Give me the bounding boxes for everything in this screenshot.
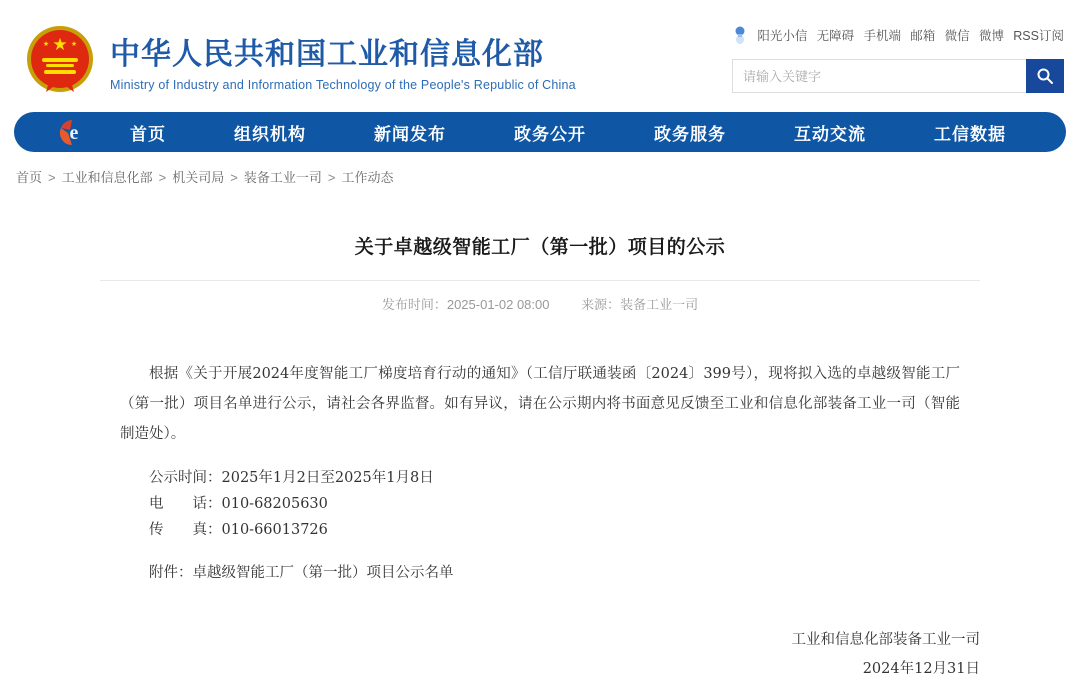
quick-link-accessibility[interactable]: 无障碍 xyxy=(816,29,855,43)
quick-link-sunshine[interactable]: 阳光小信 xyxy=(757,29,808,43)
fax-number: 传 真：010-66013726 xyxy=(149,522,328,538)
header-tools xyxy=(732,26,1064,93)
breadcrumb-work-news[interactable]: 工作动态 xyxy=(341,170,394,185)
nav-item-news[interactable]: 新闻发布 xyxy=(374,124,446,144)
site-subtitle: Ministry of Industry and Information Technology of the People's Republic of China xyxy=(110,77,576,92)
site-title: 中华人民共和国工业和信息化部 xyxy=(110,37,544,71)
signature-date: 2024年12月31日 xyxy=(862,661,980,677)
breadcrumb-separator: > xyxy=(158,170,167,185)
signature-department: 工业和信息化部装备工业一司 xyxy=(791,632,980,648)
svg-text:★: ★ xyxy=(42,41,50,48)
nav-item-home[interactable]: 首页 xyxy=(130,124,166,144)
info-lines xyxy=(120,465,960,543)
svg-text:★: ★ xyxy=(52,35,68,54)
phone-number: 电 话：010-68205630 xyxy=(149,496,328,512)
nav-item-gov-open[interactable]: 政务公开 xyxy=(514,124,586,144)
breadcrumb-miit[interactable]: 工业和信息化部 xyxy=(61,170,153,185)
site-brand xyxy=(24,24,576,96)
breadcrumb-departments[interactable]: 机关司局 xyxy=(172,170,225,185)
breadcrumb-home[interactable]: 首页 xyxy=(16,170,43,185)
article-body xyxy=(100,359,980,586)
quick-links xyxy=(732,26,1064,44)
article-source: 来源：装备工业一司 xyxy=(581,297,699,312)
breadcrumb-separator: > xyxy=(327,170,336,185)
quick-link-mail[interactable]: 邮箱 xyxy=(910,29,936,43)
quick-link-wechat[interactable]: 微信 xyxy=(944,29,970,43)
signature-block xyxy=(100,626,980,684)
main-nav xyxy=(14,112,1066,152)
breadcrumb xyxy=(0,152,1080,186)
article-title: 关于卓越级智能工厂（第一批）项目的公示 xyxy=(354,237,726,258)
article-paragraph: 根据《关于开展2024年度智能工厂梯度培育行动的通知》（工信厅联通装函〔2024〕399号），现将拟入选的卓越级智能工厂（第一批）项目名单进行公示，请社会各界监督。如有异议，请在公示期内将书面意见反馈至工业和信息化部装备工业一司（智能制造处）。 xyxy=(120,366,960,442)
search-icon xyxy=(1036,67,1054,85)
sunshine-mascot-icon xyxy=(732,26,748,44)
article-meta xyxy=(100,294,980,313)
quick-link-weibo[interactable]: 微博 xyxy=(978,29,1004,43)
nav-item-gov-services[interactable]: 政务服务 xyxy=(654,124,726,144)
search-input[interactable] xyxy=(732,59,1026,93)
page-header xyxy=(0,0,1080,96)
quick-link-rss[interactable]: RSS订阅 xyxy=(1013,29,1064,43)
search-bar xyxy=(732,59,1064,93)
title-divider xyxy=(100,280,980,281)
breadcrumb-separator: > xyxy=(48,170,56,185)
svg-text:★: ★ xyxy=(70,41,78,48)
nav-item-miit-data[interactable]: 工信数据 xyxy=(934,124,1006,144)
national-emblem-icon xyxy=(24,24,96,96)
nav-item-organization[interactable]: 组织机构 xyxy=(234,124,306,144)
nav-item-interaction[interactable]: 互动交流 xyxy=(794,124,866,144)
svg-text:e: e xyxy=(69,122,79,144)
brand-text xyxy=(110,29,576,92)
quick-link-mobile[interactable]: 手机端 xyxy=(863,29,901,43)
attachment-link[interactable]: 附件：卓越级智能工厂（第一批）项目公示名单 xyxy=(149,565,454,581)
article xyxy=(100,232,980,684)
nav-items xyxy=(86,120,1066,145)
search-button[interactable] xyxy=(1026,59,1064,93)
publish-time: 发布时间：2025-01-02 08:00 xyxy=(381,297,550,312)
miit-logo-icon xyxy=(58,118,86,146)
breadcrumb-equipment-dept[interactable]: 装备工业一司 xyxy=(243,170,322,185)
breadcrumb-separator: > xyxy=(230,170,238,185)
publicity-period: 公示时间：2025年1月2日至2025年1月8日 xyxy=(149,470,434,486)
